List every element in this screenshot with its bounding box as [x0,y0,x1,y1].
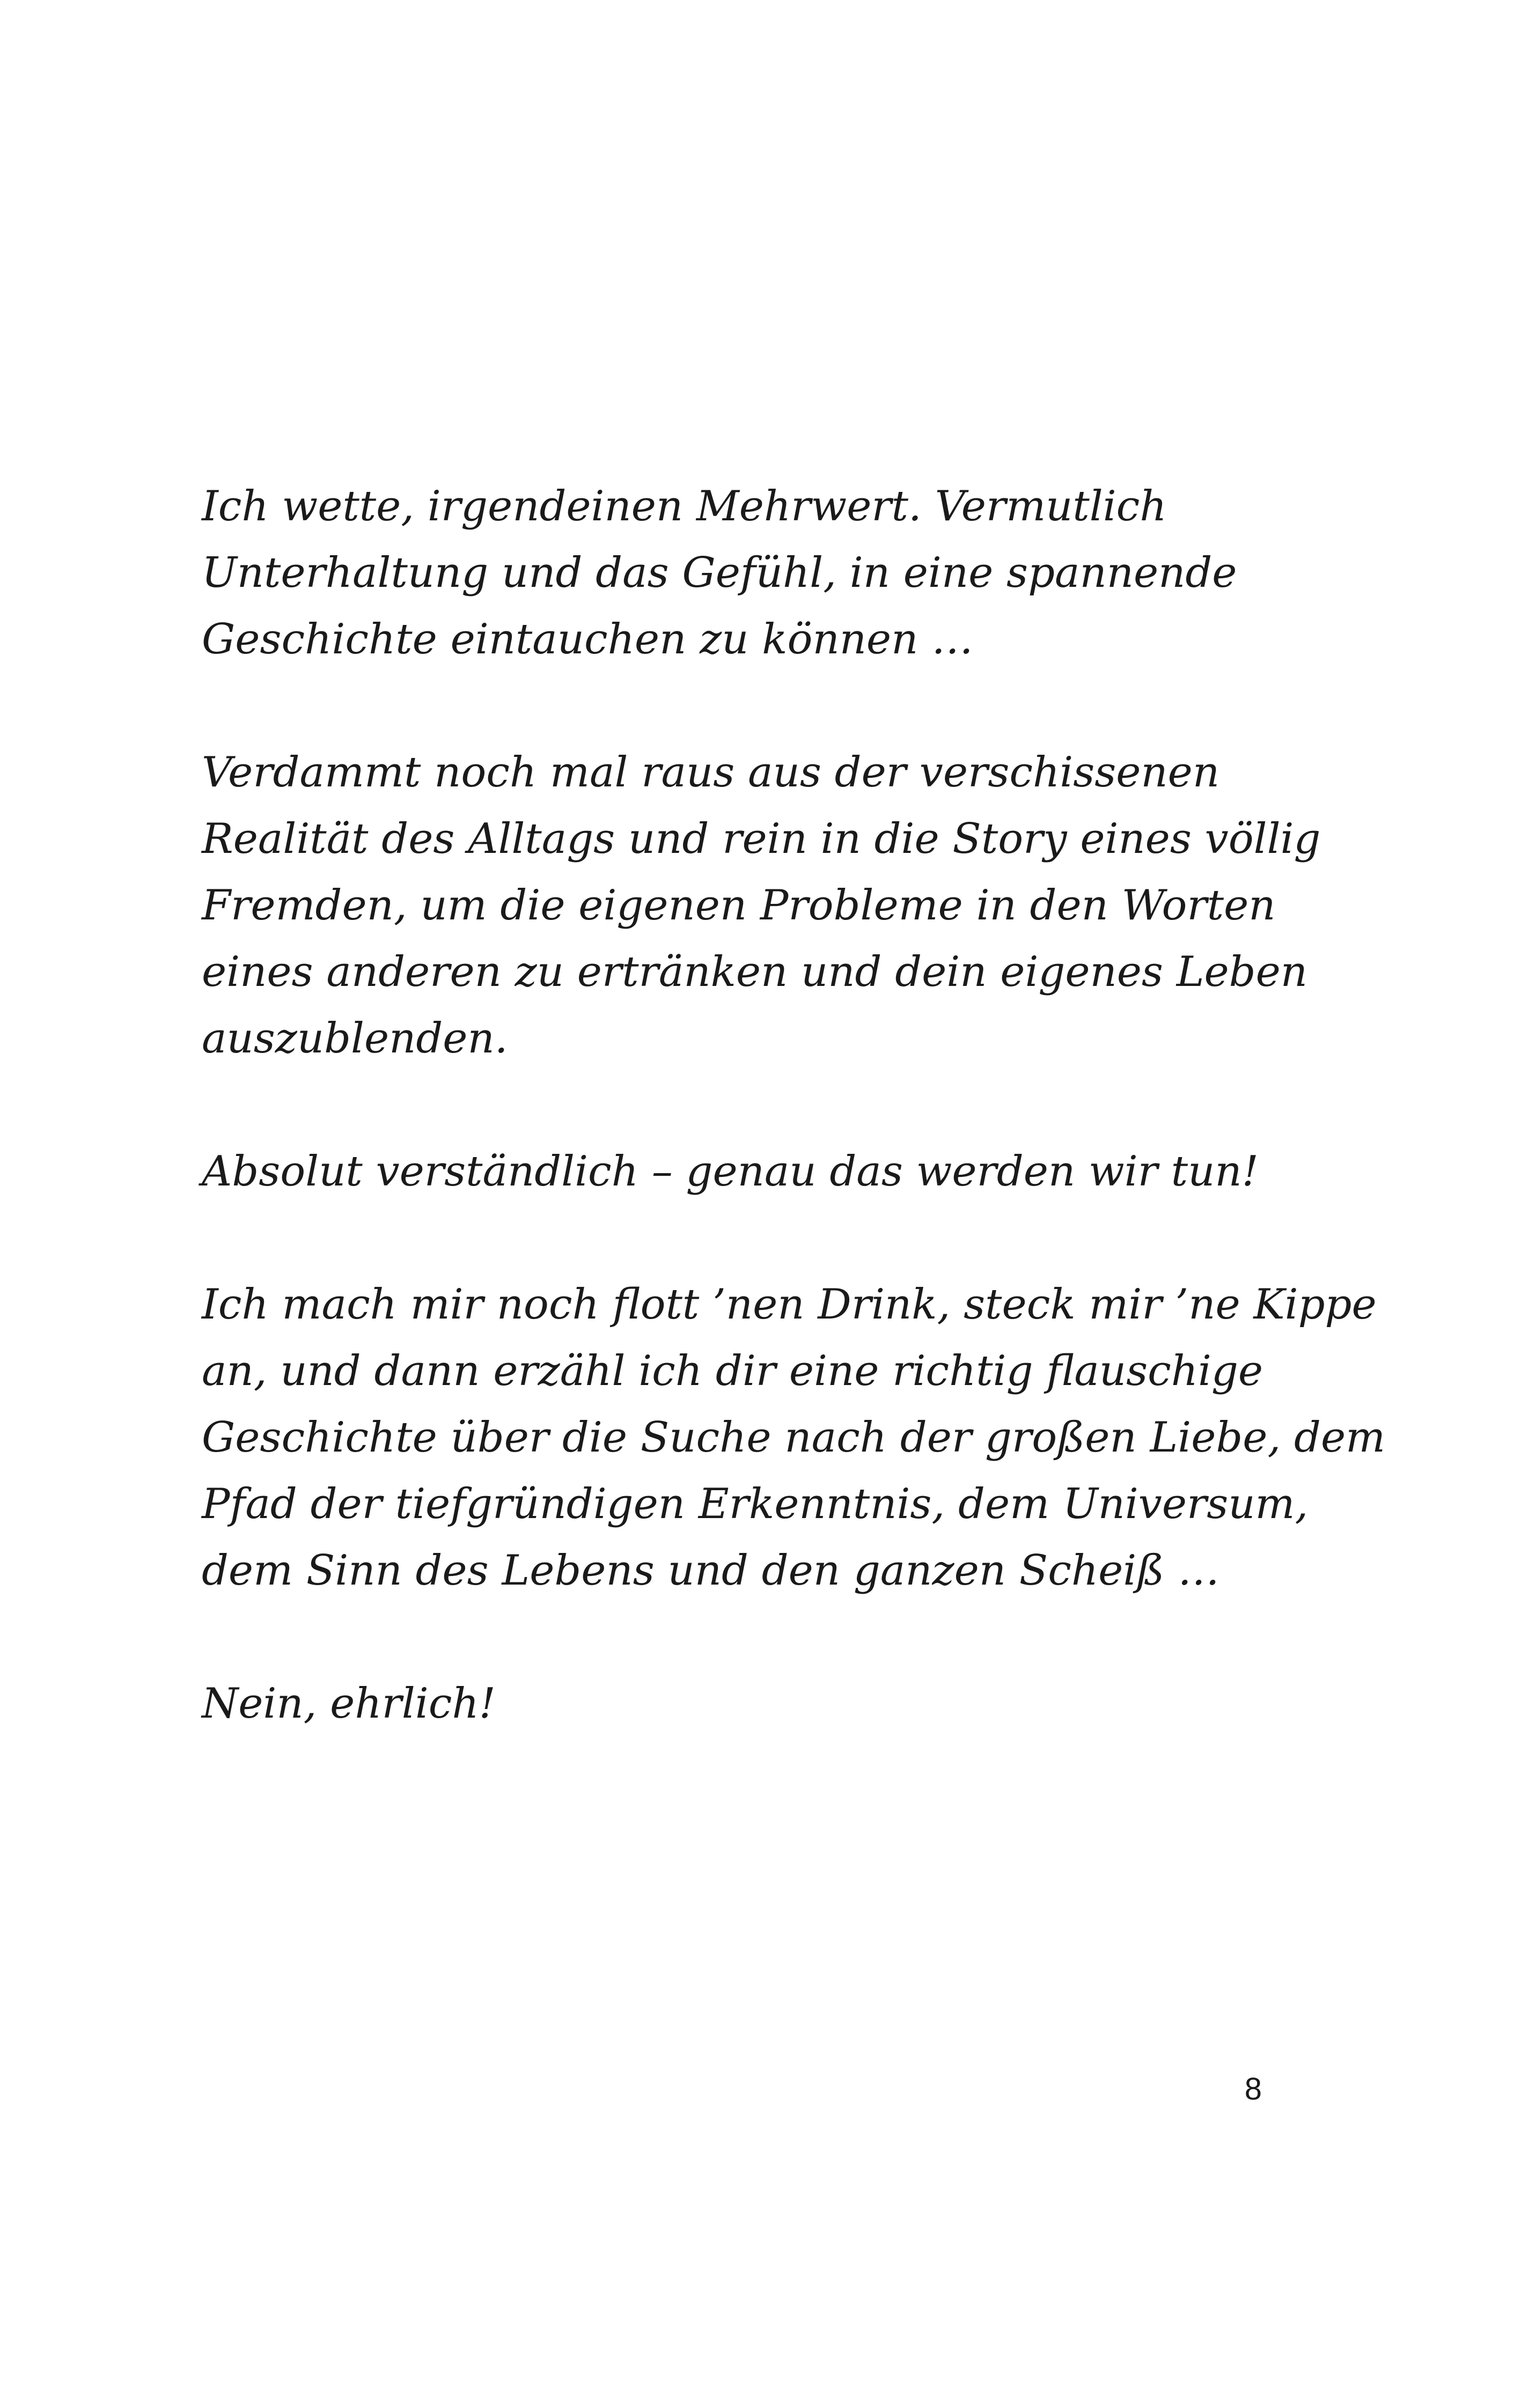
text-line: auszublenden. [202,1014,508,1063]
text-line: Ich wette, irgendeinen Mehrwert. Vermutlich [202,482,1167,531]
text-line: Geschichte eintauchen zu können … [202,615,974,664]
text-line: Nein, ehrlich! [202,1680,496,1728]
text-line: Fremden, um die eigenen Probleme in den Worten [202,881,1276,930]
text-line: dem Sinn des Lebens und den ganzen Scheiß … [202,1547,1220,1595]
paragraph-3 [202,1138,1328,1205]
text-line: an, und dann erzähl ich dir eine richtig flauschige [202,1347,1263,1395]
page-number: 8 [1244,2072,1262,2107]
text-line: Ich mach mir noch flott ’nen Drink, steck mir ’ne Kippe [202,1280,1377,1329]
paragraph-4 [202,1271,1386,1604]
text-line: Pfad der tiefgründigen Erkenntnis, dem Universum, [202,1480,1309,1528]
text-line: eines anderen zu ertränken und dein eigenes Leben [202,948,1307,996]
paragraph-1 [202,473,1328,673]
text-line: Absolut verständlich – genau das werden wir tun! [202,1147,1259,1196]
paragraph-2 [202,739,1328,1072]
text-line: Verdammt noch mal raus aus der verschissenen [202,748,1220,797]
paragraph-5 [202,1670,1328,1737]
text-line: Unterhaltung und das Gefühl, in eine spannende [202,549,1237,597]
body-text [202,473,1386,1803]
text-line: Realität des Alltags und rein in die Story eines völlig [202,815,1321,863]
text-line: Geschichte über die Suche nach der großen Liebe, dem [202,1413,1386,1462]
